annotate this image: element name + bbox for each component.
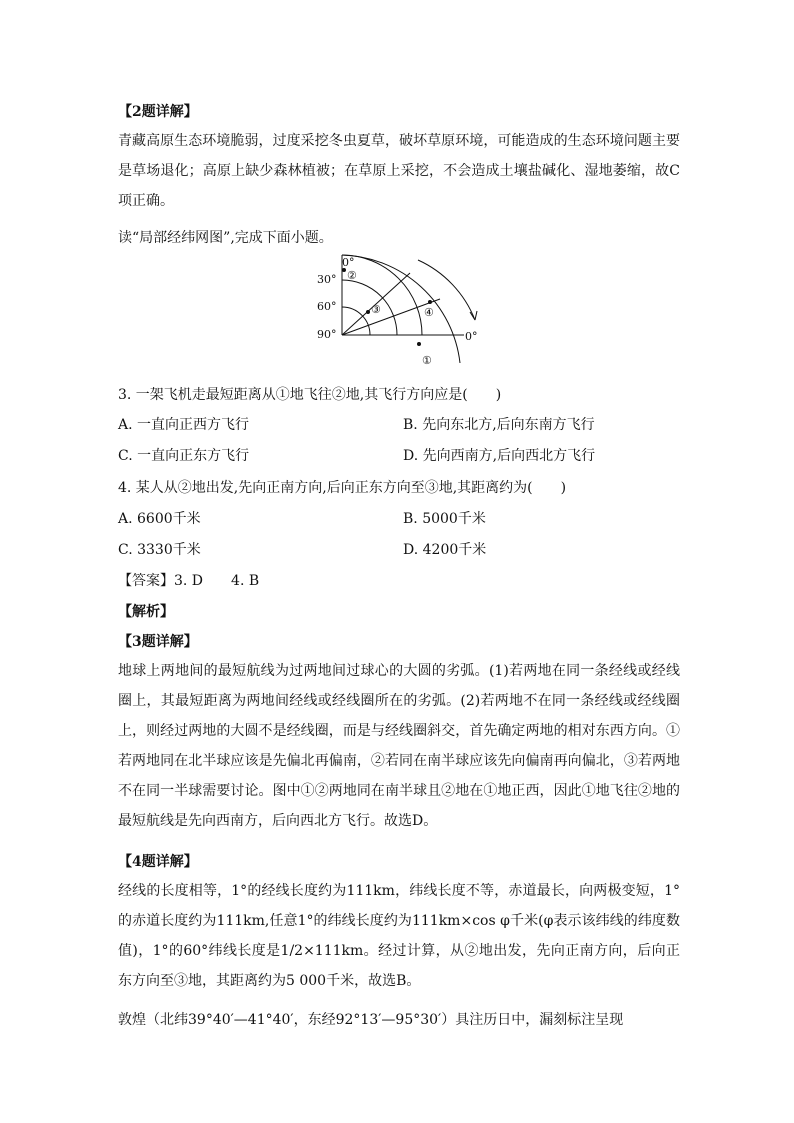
q4-option-b: B. 5000千米 bbox=[403, 511, 486, 527]
trailing-paragraph: 敦煌（北纬39°40′—41°40′，东经92°13′—95°30′）具注历日中，漏刻标注呈现 bbox=[118, 1012, 624, 1028]
lat-90-label: 90° bbox=[317, 328, 337, 341]
q3-option-c: C. 一直向正东方飞行 bbox=[118, 448, 250, 464]
lat-30-label: 30° bbox=[317, 273, 337, 286]
section-3-heading: 【3题详解】 bbox=[118, 634, 198, 650]
question-4-stem: 4. 某人从②地出发,先向正南方向,后向正东方向至③地,其距离约为( ) bbox=[118, 480, 567, 496]
question-3-stem: 3. 一架飞机走最短距离从①地飞往②地,其飞行方向应是( ) bbox=[118, 387, 502, 403]
section-2-heading: 【2题详解】 bbox=[118, 104, 198, 120]
section-3-body: 地球上两地间的最短航线为过两地间过球心的大圆的劣弧。(1)若两地在同一条经线或经线圈上，其最短距离为两地间经线或经线圈所在的劣弧。(2)若两地不在同一条经线或经线圈上，则经过两地的大圆不是经线圈，而是与经线圈斜交，首先确定两地的相对东西方向。①若两地同在北半球应该是先偏北再偏南，②若同在南半球应该先向偏南再向偏北，③若两地不在同一半球需要讨论。图中①②两地同在南半球且②地在①地正西，因此①地飞往②地的最短航线是先向西南方，后向西北方飞行。故选D。 bbox=[118, 663, 680, 829]
section-4-heading: 【4题详解】 bbox=[118, 854, 198, 870]
lat-60-label: 60° bbox=[317, 300, 337, 313]
q3-option-b: B. 先向东北方,后向东南方飞行 bbox=[403, 417, 595, 433]
local-graticule-diagram bbox=[312, 250, 502, 375]
section-4-body: 经线的长度相等，1°的经线长度约为111km，纬线长度不等，赤道最长，向两极变短，1°的赤道长度约为111km,任意1°的纬线长度约为111km×cos φ千米(φ表示该纬线的纬度数值)，1°的60°纬线长度是1/2×111km。经过计算，从②地出发，先向正南方向，后向正东方向至③地，其距离约为5 000千米，故选B。 bbox=[118, 883, 680, 989]
q3-option-d: D. 先向西南方,后向西北方飞行 bbox=[403, 448, 596, 464]
lon-0-label: 0° bbox=[465, 330, 478, 343]
point-4-label: ④ bbox=[424, 306, 434, 319]
point-1-label: ① bbox=[422, 354, 432, 367]
analysis-label: 【解析】 bbox=[118, 604, 174, 620]
lat-0-label: 0° bbox=[342, 256, 355, 269]
q4-option-d: D. 4200千米 bbox=[403, 542, 487, 558]
point-3-label: ③ bbox=[371, 303, 381, 316]
question-intro: 读“局部经纬网图”,完成下面小题。 bbox=[118, 230, 333, 246]
q4-option-c: C. 3330千米 bbox=[118, 542, 201, 558]
answer-line: 【答案】3. D 4. B bbox=[118, 573, 260, 589]
section-2-body: 青藏高原生态环境脆弱，过度采挖冬虫夏草，破坏草原环境，可能造成的生态环境问题主要是草场退化；高原上缺少森林植被；在草原上采挖，不会造成土壤盐碱化、湿地萎缩，故C项正确。 bbox=[118, 133, 680, 209]
q4-option-a: A. 6600千米 bbox=[118, 511, 201, 527]
q3-option-a: A. 一直向正西方飞行 bbox=[118, 417, 250, 433]
point-2-label: ② bbox=[347, 269, 357, 282]
